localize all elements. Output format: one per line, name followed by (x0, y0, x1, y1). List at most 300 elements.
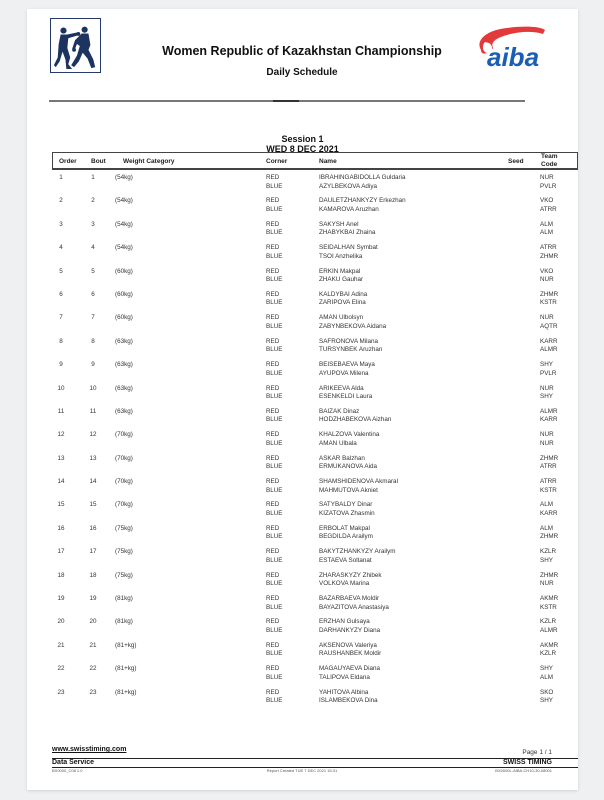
bout-number (86, 665, 100, 674)
bout-order (54, 291, 68, 300)
bout-number-value: 2 (91, 197, 95, 205)
bout-number (86, 174, 100, 183)
boxer-names-value: ERKIN Makpal (319, 267, 361, 275)
boxer-names (319, 338, 382, 355)
bout-row (27, 525, 578, 548)
bout-order-value: 15 (57, 501, 65, 509)
boxer-names (319, 665, 380, 682)
corner-value: BLUE (266, 486, 283, 494)
team-codes-value: SHY (540, 697, 553, 705)
bout-order (54, 361, 68, 370)
team-codes-value: ALM (540, 524, 553, 532)
weight-category (115, 689, 137, 698)
team-codes-value: KZLR (540, 618, 557, 626)
bout-number-value: 1 (91, 174, 95, 181)
corner-value: BLUE (266, 439, 283, 447)
bout-order (54, 431, 68, 440)
bout-row (27, 455, 578, 478)
team-codes (540, 642, 558, 659)
bout-number-value: 18 (89, 571, 97, 579)
bout-number-value: 14 (89, 478, 97, 486)
boxer-names-value: BEGDILDA Arailym (319, 533, 373, 541)
corner-value: RED (266, 220, 280, 228)
weight-category (115, 572, 133, 581)
corner-value: RED (266, 407, 280, 415)
weight-category-value: (70kg) (115, 431, 133, 439)
weight-category (115, 642, 137, 651)
corner-value: RED (266, 571, 280, 579)
corner-value: RED (266, 501, 280, 509)
team-codes-value: VKO (540, 197, 554, 205)
weight-category-value: (81+kg) (115, 688, 137, 696)
bout-order (54, 595, 68, 604)
corner-value: BLUE (266, 697, 283, 705)
session-name: Session 1 (281, 134, 324, 144)
corner (266, 618, 282, 635)
boxer-names-value: HODZHABEKOVA Aizhan (319, 416, 392, 424)
corner (266, 548, 282, 565)
bout-number-value: 3 (91, 220, 95, 228)
corner (266, 501, 282, 518)
boxer-names-value: KHALZOVA Valentina (319, 431, 380, 439)
bout-number (86, 525, 100, 534)
boxer-names (319, 244, 378, 261)
bout-row (27, 338, 578, 361)
bout-number-value: 9 (91, 361, 95, 369)
bout-number (86, 501, 100, 510)
bout-number (86, 595, 100, 604)
team-codes-value: KZLR (540, 650, 557, 658)
boxer-names-value: SAFRONOVA Milana (319, 337, 379, 345)
team-codes (540, 525, 558, 542)
boxer-names-value: RAUSHANBEK Moldir (319, 650, 382, 658)
team-codes-value: PVLR (540, 369, 557, 377)
boxer-names (319, 501, 375, 518)
boxer-names (319, 478, 398, 495)
weight-category (115, 548, 133, 557)
boxer-names (319, 291, 367, 308)
team-codes-value: AQTR (540, 322, 558, 330)
boxer-names-value: BAKYTZHANKYZY Arailym (319, 548, 396, 556)
weight-category (115, 197, 133, 206)
corner-value: RED (266, 267, 280, 275)
table-header (52, 152, 578, 170)
boxer-names-value: SATYBALDY Dinar (319, 501, 373, 509)
team-codes (540, 221, 553, 238)
bout-row (27, 268, 578, 291)
team-codes (540, 338, 558, 355)
weight-category-value: (54kg) (115, 174, 133, 181)
team-codes-value: SKO (540, 688, 554, 696)
boxer-names-value: SEIDALHAN Symbat (319, 244, 378, 252)
team-codes (540, 689, 553, 706)
team-codes-value: KSTR (540, 486, 557, 494)
bout-number (86, 221, 100, 230)
weight-category-value: (70kg) (115, 454, 133, 462)
team-codes-value: NUR (540, 314, 554, 322)
team-codes-value: NUR (540, 384, 554, 392)
bout-list (27, 174, 578, 712)
team-codes-value: ATRR (540, 244, 557, 252)
footer-page-number: Page 1 / 1 (522, 749, 552, 756)
boxer-names-value: IBRAHINGABIDOLLA Guldaria (319, 174, 406, 181)
corner-value: RED (266, 314, 280, 322)
team-codes-value: ATRR (540, 478, 557, 486)
team-codes (540, 548, 556, 565)
weight-category (115, 338, 133, 347)
boxers-logo (50, 18, 101, 73)
weight-category-value: (60kg) (115, 267, 133, 275)
bout-order (54, 197, 68, 206)
team-codes-value: SHY (540, 556, 553, 564)
corner-value: BLUE (266, 393, 283, 401)
corner-value: RED (266, 595, 280, 603)
bout-order (54, 408, 68, 417)
aiba-logo (467, 20, 547, 70)
bout-row (27, 431, 578, 454)
corner (266, 221, 282, 238)
boxer-names-value: ZHABYKBAI Zhaina (319, 229, 376, 237)
boxer-names-value: ZHARASKYZY Zhibek (319, 571, 382, 579)
corner-value: RED (266, 197, 280, 205)
weight-category-value: (63kg) (115, 384, 133, 392)
weight-category (115, 268, 133, 277)
corner (266, 338, 282, 355)
team-codes-value: ZHMR (540, 454, 559, 462)
corner (266, 665, 282, 682)
weight-category (115, 478, 133, 487)
bout-order (54, 174, 68, 183)
bout-order-value: 9 (59, 361, 63, 369)
weight-category (115, 361, 133, 370)
aiba-icon (467, 20, 547, 70)
team-codes (540, 408, 558, 425)
bout-row (27, 665, 578, 688)
corner (266, 689, 282, 706)
footer-data-service: Data Service (52, 759, 95, 766)
boxer-names (319, 197, 406, 214)
team-codes-value: KSTR (540, 299, 557, 307)
corner-value: RED (266, 431, 280, 439)
boxer-names-value: TALIPOVA Eldana (319, 673, 370, 681)
footer-report-created: Report Created TUE 7 DEC 2021 15:31 (266, 768, 338, 773)
weight-category-value: (63kg) (115, 361, 133, 369)
bout-number-value: 20 (89, 618, 97, 626)
corner-value: RED (266, 337, 280, 345)
team-codes-value: ALM (540, 229, 553, 237)
weight-category (115, 618, 133, 627)
bout-number-value: 5 (91, 267, 95, 275)
team-codes (540, 361, 556, 378)
bout-row (27, 572, 578, 595)
session-date: WED 8 DEC 2021 (266, 144, 339, 154)
boxer-names (319, 595, 389, 612)
corner-value: BLUE (266, 299, 283, 307)
weight-category-value: (70kg) (115, 501, 133, 509)
weight-category-value: (63kg) (115, 337, 133, 345)
bout-row (27, 314, 578, 337)
boxer-names (319, 455, 377, 472)
boxer-names (319, 314, 386, 331)
bout-number-value: 7 (91, 314, 95, 322)
document-title: Women Republic of Kazakhstan Championship (162, 44, 442, 58)
bout-row (27, 291, 578, 314)
header-divider (49, 100, 525, 102)
corner (266, 314, 282, 331)
col-name: Name (319, 158, 337, 165)
team-codes-value: ZHMR (540, 533, 559, 541)
col-order: Order (59, 158, 77, 165)
bout-order-value: 6 (59, 290, 63, 298)
boxer-names-value: ESTAEVA Soltanat (319, 556, 372, 564)
corner (266, 431, 282, 448)
bout-number-value: 23 (89, 688, 97, 696)
boxer-names-value: VOLKOVA Marina (319, 580, 370, 588)
bout-number-value: 15 (89, 501, 97, 509)
corner (266, 268, 282, 285)
bout-order-value: 4 (59, 244, 63, 252)
team-codes (540, 455, 558, 472)
session-heading (27, 134, 578, 154)
weight-category-value: (70kg) (115, 478, 133, 486)
corner-value: BLUE (266, 556, 283, 564)
boxer-names-value: ESENKELDI Laura (319, 393, 373, 401)
team-codes (540, 595, 558, 612)
bout-order-value: 11 (57, 407, 65, 415)
bout-number (86, 572, 100, 581)
bout-number-value: 10 (89, 384, 97, 392)
boxer-names-value: ERBOLAT Makpal (319, 524, 370, 532)
bout-row (27, 689, 578, 712)
team-codes-value: ATRR (540, 463, 557, 471)
corner-value: BLUE (266, 205, 283, 213)
corner (266, 408, 282, 425)
bout-order (54, 314, 68, 323)
bout-order-value: 17 (57, 548, 65, 556)
boxer-names-value: ASKAR Balzhan (319, 454, 365, 462)
weight-category (115, 385, 133, 394)
bout-number (86, 291, 100, 300)
bout-number (86, 689, 100, 698)
weight-category-value: (81kg) (115, 595, 133, 603)
boxer-names (319, 525, 373, 542)
footer-url-link[interactable]: www.swisstiming.com (52, 746, 127, 753)
corner-value: BLUE (266, 463, 283, 471)
bout-order (54, 501, 68, 510)
weight-category (115, 525, 133, 534)
boxer-names-value: KAMAROVA Aruzhan (319, 205, 379, 213)
corner-value: RED (266, 384, 280, 392)
corner (266, 197, 282, 214)
bout-number (86, 642, 100, 651)
team-codes (540, 197, 557, 214)
team-codes-value: ALMR (540, 626, 558, 634)
footer-divider (52, 758, 578, 759)
bout-order-value: 12 (57, 431, 65, 439)
team-codes-value: KARR (540, 416, 558, 424)
corner-value: BLUE (266, 603, 283, 611)
weight-category-value: (54kg) (115, 220, 133, 228)
corner-value: RED (266, 244, 280, 252)
bout-number-value: 16 (89, 524, 97, 532)
corner-value: BLUE (266, 252, 283, 260)
weight-category (115, 291, 133, 300)
weight-category-value: (81+kg) (115, 665, 137, 673)
team-codes-value: ALM (540, 220, 553, 228)
bout-number (86, 314, 100, 323)
team-codes-value: ZHMR (540, 571, 559, 579)
weight-category (115, 408, 133, 417)
bout-number (86, 618, 100, 627)
col-weight-category: Weight Category (123, 158, 175, 165)
boxer-names (319, 174, 405, 191)
weight-category-value: (81kg) (115, 618, 133, 626)
bout-order-value: 2 (59, 197, 63, 205)
document-subtitle: Daily Schedule (266, 67, 338, 78)
team-codes-value: NUR (540, 431, 554, 439)
bout-order (54, 665, 68, 674)
bout-order-value: 5 (59, 267, 63, 275)
boxer-names-value: YAHITOVA Albina (319, 688, 369, 696)
weight-category-value: (60kg) (115, 290, 133, 298)
corner (266, 642, 282, 659)
bout-number-value: 6 (91, 290, 95, 298)
team-codes-value: ALM (540, 501, 553, 509)
team-codes-value: SHY (540, 393, 553, 401)
bout-order (54, 548, 68, 557)
bout-number-value: 13 (89, 454, 97, 462)
team-codes-value: NUR (540, 580, 554, 588)
weight-category-value: (81+kg) (115, 641, 137, 649)
team-codes (540, 291, 558, 308)
bout-order-value: 14 (57, 478, 65, 486)
boxer-names-value: DAULETZHANKYZY Erkezhan (319, 197, 406, 205)
bout-order-value: 19 (57, 595, 65, 603)
weight-category-value: (54kg) (115, 197, 133, 205)
bout-number (86, 244, 100, 253)
weight-category (115, 431, 133, 440)
corner-value: RED (266, 665, 280, 673)
boxer-names-value: KALDYBAI Adina (319, 290, 368, 298)
corner (266, 291, 282, 308)
team-codes-value: KZLR (540, 548, 557, 556)
bout-row (27, 618, 578, 641)
boxer-names-value: ZABYNBEKOVA Aidana (319, 322, 387, 330)
bout-order (54, 642, 68, 651)
bout-number-value: 12 (89, 431, 97, 439)
corner-value: RED (266, 641, 280, 649)
team-codes-value: ATRR (540, 205, 557, 213)
corner-value: BLUE (266, 626, 283, 634)
corner-value: BLUE (266, 580, 283, 588)
team-codes-value: KARR (540, 509, 558, 517)
bout-number-value: 22 (89, 665, 97, 673)
col-bout: Bout (91, 158, 106, 165)
bout-order (54, 385, 68, 394)
corner (266, 361, 282, 378)
team-codes (540, 268, 554, 285)
team-codes (540, 314, 558, 331)
team-codes-value: ZHMR (540, 290, 559, 298)
team-codes-value: ALM (540, 673, 553, 681)
corner (266, 572, 282, 589)
bout-number-value: 8 (91, 337, 95, 345)
boxer-names-value: DARHANKYZY Diana (319, 626, 381, 634)
corner-value: BLUE (266, 229, 283, 237)
bout-number-value: 21 (89, 641, 97, 649)
weight-category-value: (63kg) (115, 407, 133, 415)
footer-brand: SWISS TIMING (503, 759, 552, 766)
boxer-names-value: SAKYSH Anel (319, 220, 359, 228)
bout-number-value: 11 (89, 407, 97, 415)
boxer-names-value: AMAN Ulbala (319, 439, 357, 447)
boxer-names-value: BAYAZITOVA Anastasiya (319, 603, 389, 611)
bout-number (86, 408, 100, 417)
corner (266, 478, 282, 495)
bout-order (54, 525, 68, 534)
team-codes-value: KARR (540, 337, 558, 345)
boxer-names-value: ISLAMBEKOVA Dina (319, 697, 378, 705)
boxer-names-value: MAHMUTOVA Akniet (319, 486, 378, 494)
corner-value: RED (266, 618, 280, 626)
team-codes-value: SHY (540, 665, 553, 673)
corner-value: RED (266, 174, 280, 181)
boxer-names-value: ZARIPOVA Elina (319, 299, 366, 307)
col-team-code (541, 153, 558, 169)
boxer-names (319, 361, 375, 378)
bout-number (86, 455, 100, 464)
corner-value: BLUE (266, 369, 283, 377)
boxer-names (319, 431, 379, 448)
bout-row (27, 221, 578, 244)
weight-category-value: (75kg) (115, 571, 133, 579)
bout-number (86, 478, 100, 487)
bout-number (86, 338, 100, 347)
document-page (27, 9, 578, 790)
boxer-names-value: MAGAUYAEVA Diana (319, 665, 381, 673)
bout-number (86, 385, 100, 394)
weight-category-value: (54kg) (115, 244, 133, 252)
corner (266, 174, 282, 191)
team-codes (540, 244, 558, 261)
team-codes-value: PVLR (540, 182, 557, 190)
boxer-names-value: TURSYNBEK Aruzhan (319, 346, 383, 354)
corner-value: RED (266, 688, 280, 696)
boxer-names-value: BAZARBAEVA Moldir (319, 595, 380, 603)
bout-order-value: 3 (59, 220, 63, 228)
team-codes-value: NUR (540, 276, 554, 284)
boxer-names-value: AKSENOVA Valeriya (319, 641, 377, 649)
team-codes-value: VKO (540, 267, 554, 275)
bout-order (54, 221, 68, 230)
boxer-names (319, 618, 380, 635)
corner (266, 595, 282, 612)
bout-row (27, 548, 578, 571)
boxer-names-value: AYUPOVA Milena (319, 369, 369, 377)
corner-value: BLUE (266, 276, 283, 284)
bout-row (27, 197, 578, 220)
team-codes-value: ALMR (540, 407, 558, 415)
team-codes (540, 572, 558, 589)
weight-category (115, 174, 133, 183)
corner-value: BLUE (266, 650, 283, 658)
boxer-names (319, 642, 381, 659)
weight-category-value: (60kg) (115, 314, 133, 322)
weight-category (115, 314, 133, 323)
team-codes-value: AKMR (540, 595, 559, 603)
bout-order (54, 268, 68, 277)
boxer-names-value: ZHAKU Gauhar (319, 276, 364, 284)
